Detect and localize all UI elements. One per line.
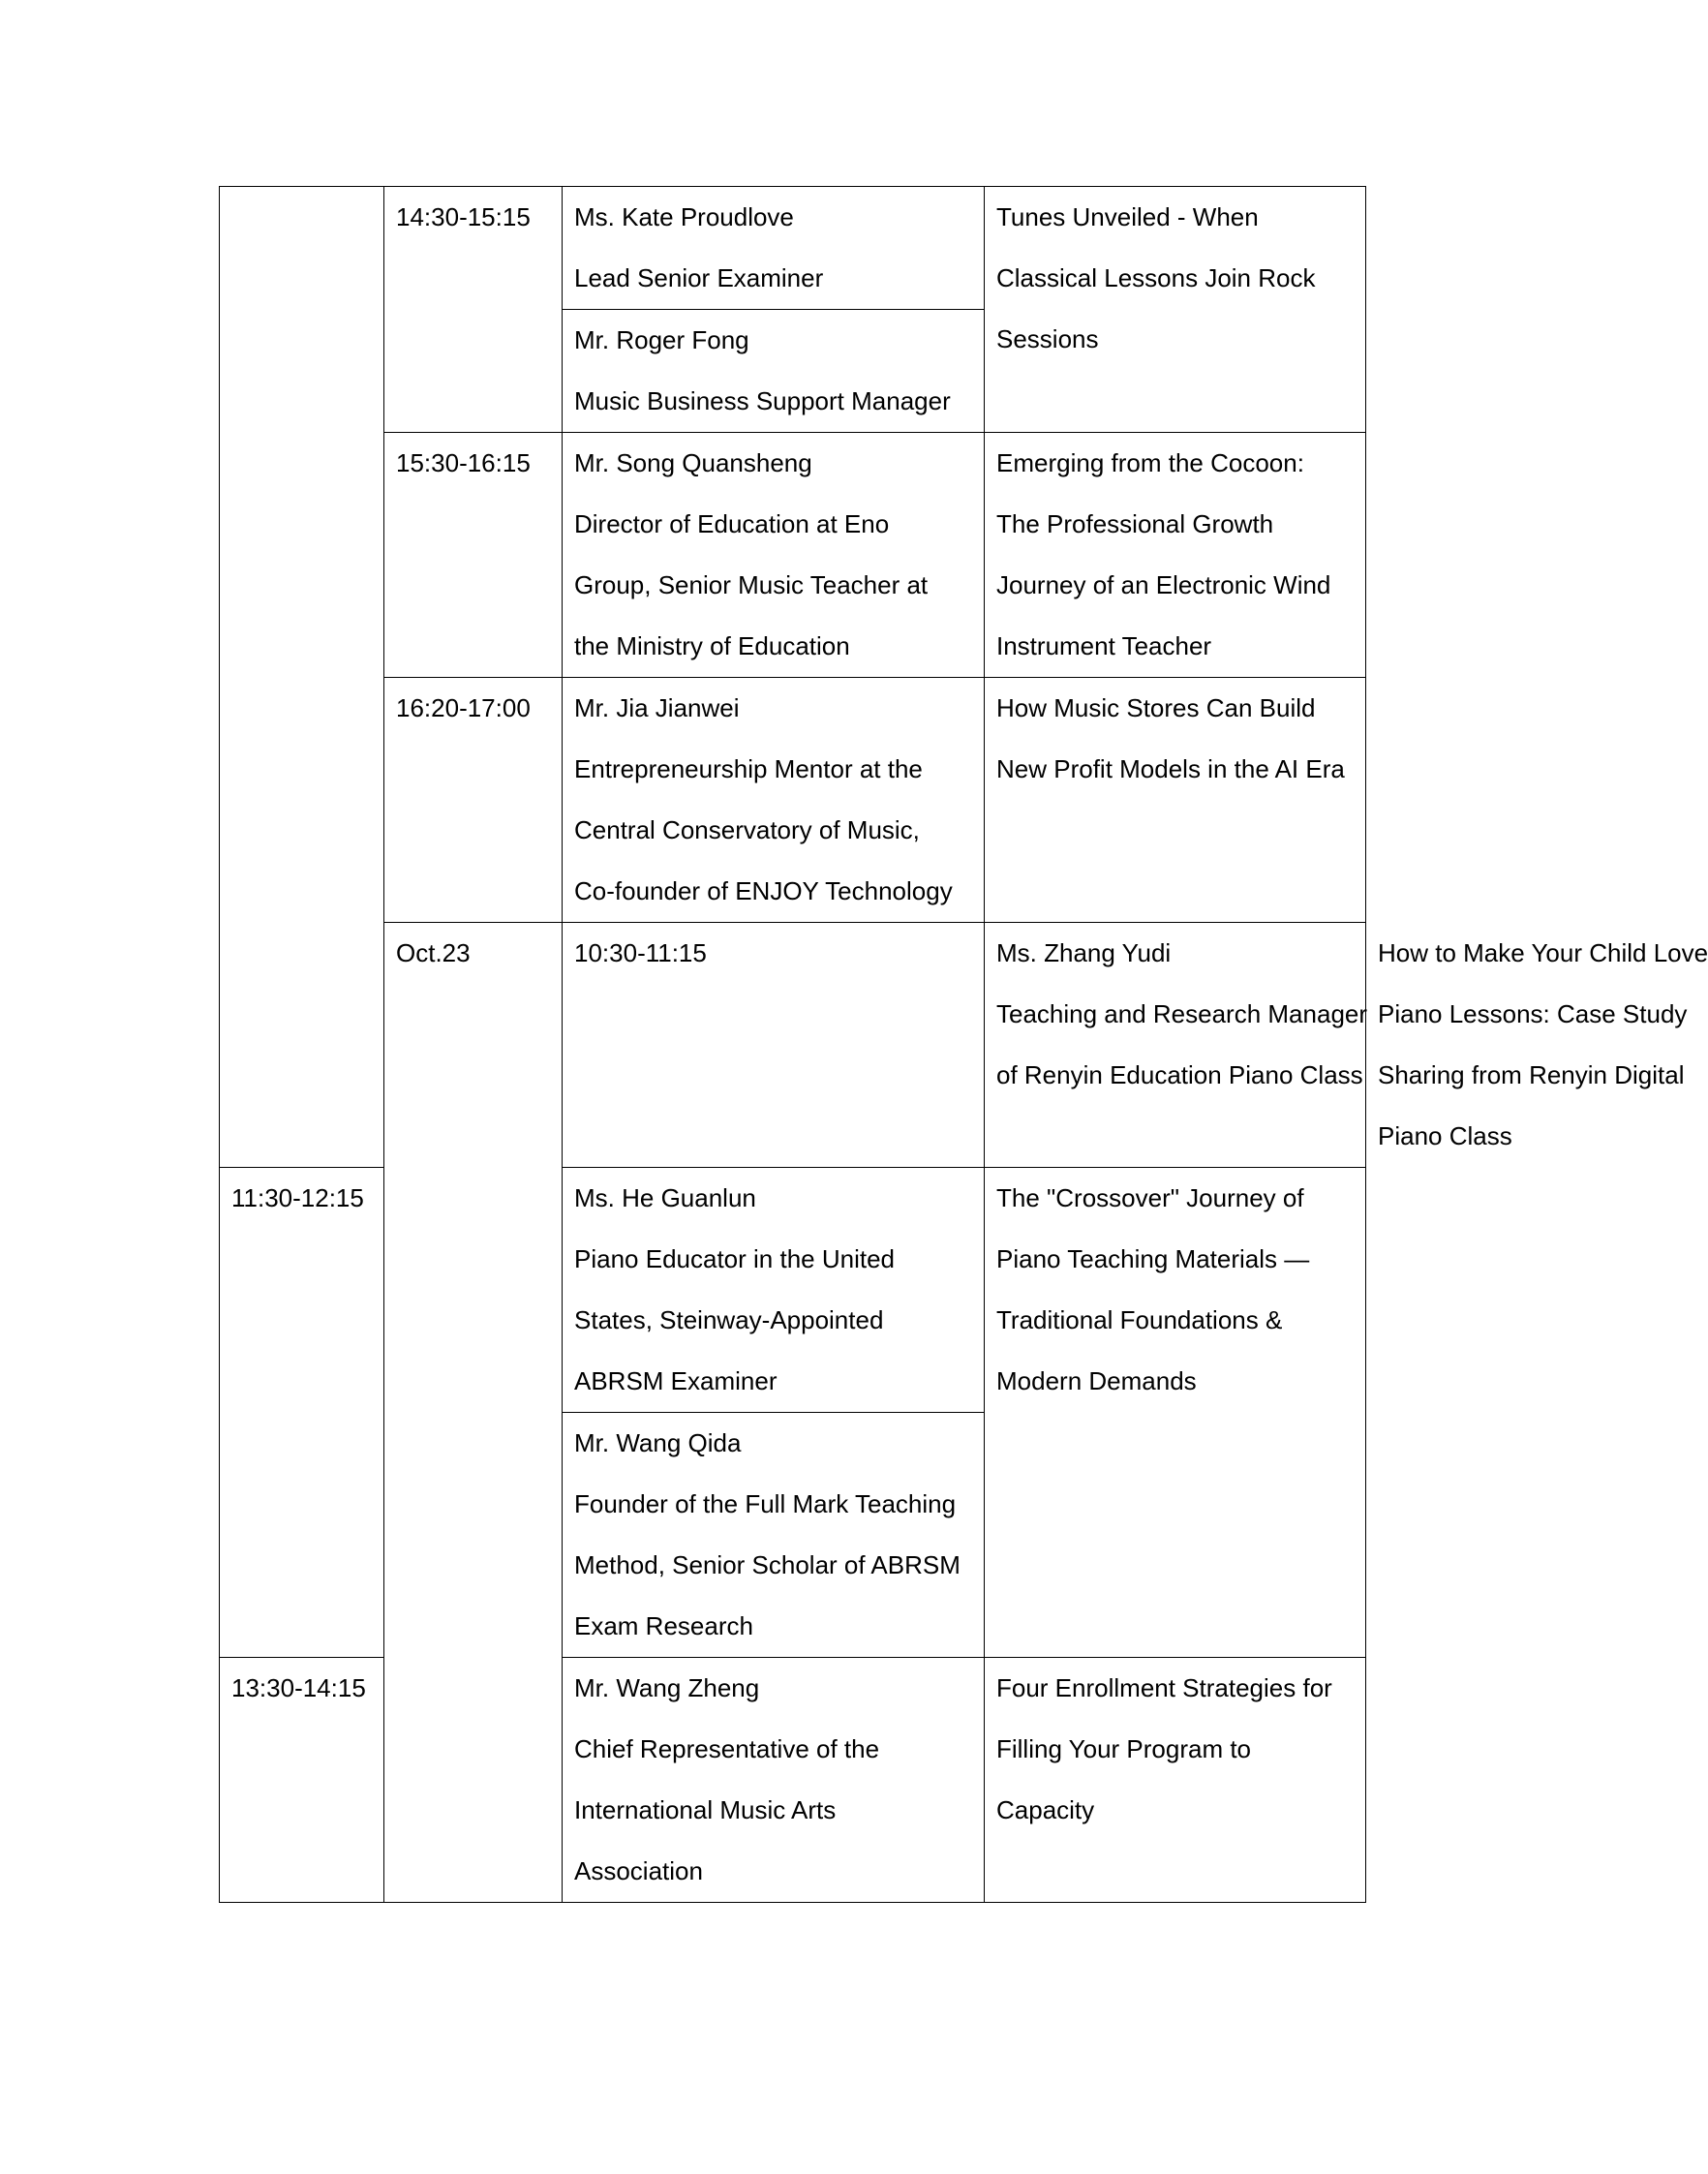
time-cell: 10:30-11:15 (563, 923, 985, 1168)
time-cell: 15:30-16:15 (384, 433, 563, 678)
topic-cell: Four Enrollment Strategies for Filling Your Program to Capacity (985, 1658, 1366, 1903)
speaker-cell: Mr. Roger Fong Music Business Support Manager (563, 310, 985, 433)
speaker-cell: Mr. Wang Qida Founder of the Full Mark Teaching Method, Senior Scholar of ABRSM Exam Research (563, 1413, 985, 1658)
speaker-cell: Mr. Jia Jianwei Entrepreneurship Mentor at the Central Conservatory of Music, Co-founder of ENJOY Technology (563, 678, 985, 923)
topic-cell: Emerging from the Cocoon: The Professional Growth Journey of an Electronic Wind Instrument Teacher (985, 433, 1366, 678)
time-cell: 13:30-14:15 (220, 1658, 384, 1903)
table-row (220, 678, 1366, 923)
topic-cell: Tunes Unveiled - When Classical Lessons Join Rock Sessions (985, 187, 1366, 433)
schedule-table (219, 186, 1708, 1903)
time-cell: 11:30-12:15 (220, 1168, 384, 1658)
speaker-cell: Ms. Kate Proudlove Lead Senior Examiner (563, 187, 985, 310)
speaker-cell: Mr. Wang Zheng Chief Representative of the International Music Arts Association (563, 1658, 985, 1903)
topic-cell: The "Crossover" Journey of Piano Teaching Materials — Traditional Foundations & Modern Demands (985, 1168, 1366, 1658)
date-cell: Oct.23 (384, 923, 563, 1903)
table-row (220, 187, 1366, 310)
time-cell: 16:20-17:00 (384, 678, 563, 923)
topic-cell: How Music Stores Can Build New Profit Models in the AI Era (985, 678, 1366, 923)
table-row: Oct.23 10:30-11:15 Ms. Zhang Yudi Teaching and Research Manager of Renyin Education Piano Class How to Make Your Child Love Piano Lessons: Case Study Sharing from Renyin Digital Piano Class (220, 923, 1366, 1168)
time-cell: 14:30-15:15 (384, 187, 563, 433)
table-row (220, 433, 1366, 678)
date-cell (220, 187, 384, 1168)
speaker-cell: Ms. Zhang Yudi Teaching and Research Manager of Renyin Education Piano Class (985, 923, 1366, 1168)
speaker-cell: Ms. He Guanlun Piano Educator in the United States, Steinway-Appointed ABRSM Examiner (563, 1168, 985, 1413)
speaker-cell: Mr. Song Quansheng Director of Education at Eno Group, Senior Music Teacher at the Ministry of Education (563, 433, 985, 678)
